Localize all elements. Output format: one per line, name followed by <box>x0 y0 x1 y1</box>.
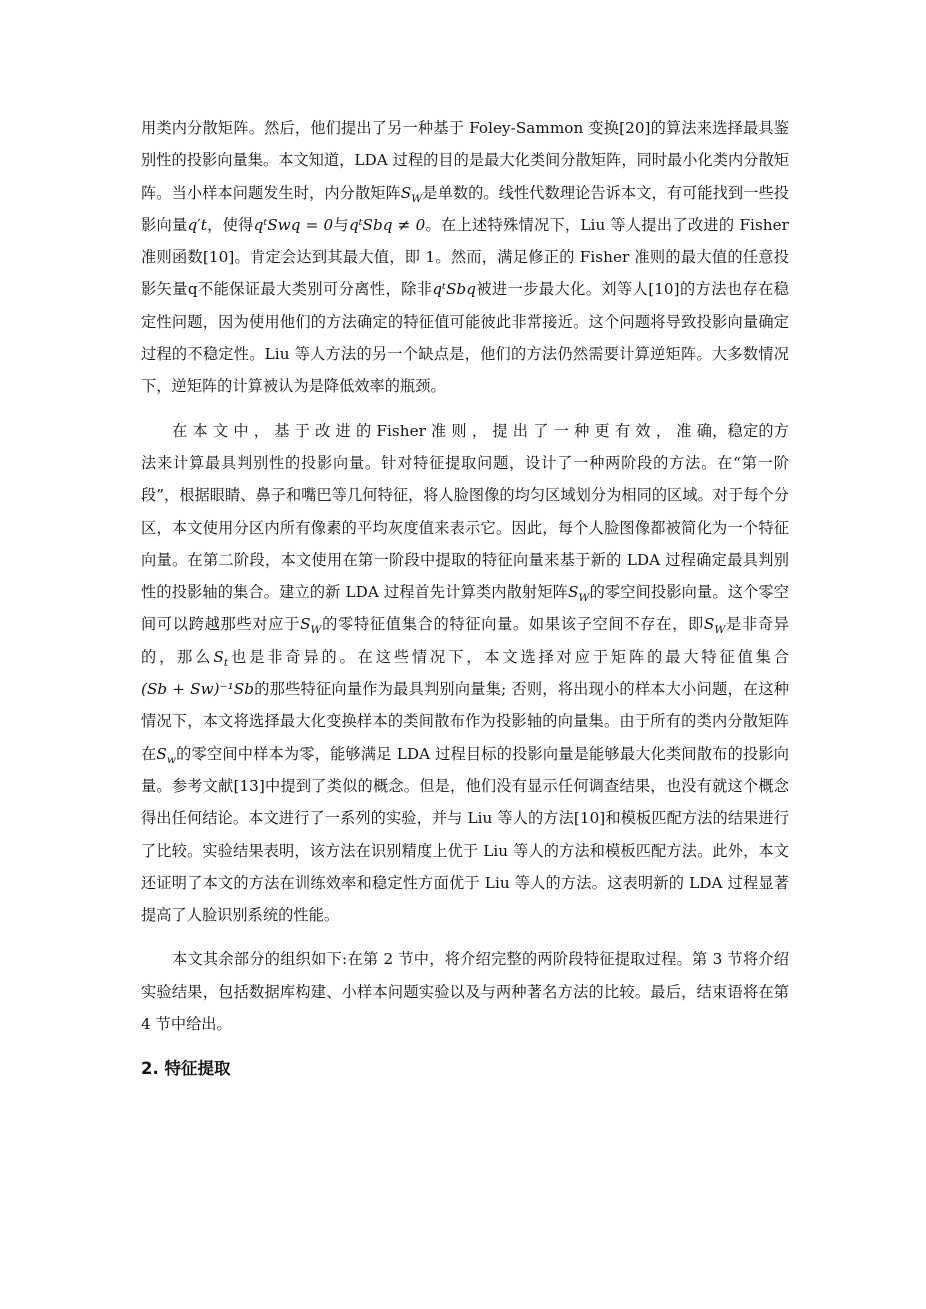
text-run: 的零空间投影向量。这个零空间可以跨越那些对应于 <box>141 583 789 634</box>
text-run: 在 本 文 中 ， 基 于 改 进 的 Fisher 准 则 ， 提 出 了 一 种 更 有 效 ， 准 确，稳定的方法来计算最具判别性的投影向量。针对特征提取问题，设计了一种两阶段的方法。在“第一阶段”，根据眼睛、鼻子和嘴巴等几何特征，将人脸图像的均匀区域划分为相同的区域。对于每个分区，本文使用分区内所有像素的平均灰度值来表示它。因此，每个人脸图像都被简化为一个特征向量。在第二阶段，本文使用在第一阶段中提取的特征向量来基于新的 LDA 过程确定最具判别性的投影轴的集合。建立的新 LDA 过程首先计算类内散射矩阵 <box>141 421 789 602</box>
section-heading: 2. 特征提取 <box>141 1059 231 1079</box>
math-subscript: W <box>578 591 590 605</box>
paragraph-1 <box>141 112 789 403</box>
math-sw-lower <box>156 744 177 766</box>
math-sw <box>568 583 590 605</box>
math-symbol: S <box>703 615 715 634</box>
text-run: 是单数的。线性代数理论告诉本文，有可能找到一些投影向量 <box>141 183 790 234</box>
text-run: 是非奇异的，那么 <box>141 615 789 666</box>
math-symbol: S <box>213 647 224 666</box>
math-qt: q′t <box>187 215 207 234</box>
math-subscript: t <box>223 655 229 669</box>
text-run: 与 <box>333 215 349 234</box>
math-sw <box>703 615 726 637</box>
text-run: ，使得 <box>206 215 254 234</box>
text-run: 的零空间中样本为零，能够满足 LDA 过程目标的投影向量是能够最大化类间散布的投影向量。参考文献[13]中提到了类似的概念。但是，他们没有显示任何调查结果，也没有就这个概念得出任何结论。本文进行了一系列的实验，并与 Liu 等人的方法[10]和模板匹配方法的结果进行了比较。实验结果表明，该方法在识别精度上优于 Liu 等人的方法和模板匹配方法。此外，本文还证明了本文的方法在训练效率和稳定性方面优于 Liu 等人的方法。这表明新的 LDA 过程显著提高了人脸识别系统的性能。 <box>141 744 789 925</box>
math-subscript: W <box>411 191 423 205</box>
math-symbol: S <box>400 183 412 202</box>
math-st <box>213 647 229 669</box>
math-sw <box>400 183 423 205</box>
text-run: 也是非奇异的。在这些情况下，本文选择对应于矩阵的最大特征值集合 <box>228 647 789 666</box>
math-expression: qᵗSbq <box>432 280 476 299</box>
text-run: 被进一步最大化。刘等人[10]的方法也存在稳定性问题，因为使用他们的方法确定的特征值可能彼此非常接近。这个问题将导致投影向量确定过程的不稳定性。Liu 等人方法的另一个缺点是，他们的方法仍然需要计算逆矩阵。大多数情况下，逆矩阵的计算被认为是降低效率的瓶颈。 <box>141 280 789 396</box>
math-symbol: S <box>300 615 311 634</box>
text-run: 。在上述特殊情况下，Liu 等人提出了改进的 Fisher 准则函数[10]。肯定会达到其最大值，即 1。然而，满足修正的 Fisher 准则的最大值的任意投影矢量q不能保证最大类别可分离性，除非 <box>141 215 789 299</box>
math-symbol: S <box>156 744 167 763</box>
paragraph-2 <box>141 415 789 932</box>
paragraph-3: 本文其余部分的组织如下:在第 2 节中，将介绍完整的两阶段特征提取过程。第 3 节将介绍实验结果，包括数据库构建、小样本问题实验以及与两种著名方法的比较。最后，结束语将在第 4 节中给出。 <box>141 950 789 1034</box>
math-equation: qᵗSbq ≠ 0 <box>348 215 426 234</box>
math-subscript: w <box>166 752 177 766</box>
math-subscript: W <box>310 623 322 637</box>
math-sw <box>300 615 322 637</box>
math-equation: qᵗSwq = 0 <box>253 215 334 234</box>
text-run: 的那些特征向量作为最具判别向量集; 否则，将出现小的样本大小问题，在这种情况下，本文将选择最大化变换样本的类间散布作为投影轴的向量集。由于所有的类内分散矩阵在 <box>141 680 789 763</box>
text-run: 的零特征值集合的特征向量。如果该子空间不存在，即 <box>321 615 704 634</box>
math-symbol: S <box>568 583 579 602</box>
text-run: 用类内分散矩阵。然后，他们提出了另一种基于 Foley-Sammon 变换[20]的算法来选择最具鉴别性的投影向量集。本文知道，LDA 过程的目的是最大化类间分散矩阵，同时最小化类内分散矩阵。当小样本问题发生时，内分散矩阵 <box>141 119 789 202</box>
math-expression: (Sb + Sw)⁻¹Sb <box>141 680 255 699</box>
math-subscript: W <box>714 623 726 637</box>
body-text <box>141 112 789 1084</box>
